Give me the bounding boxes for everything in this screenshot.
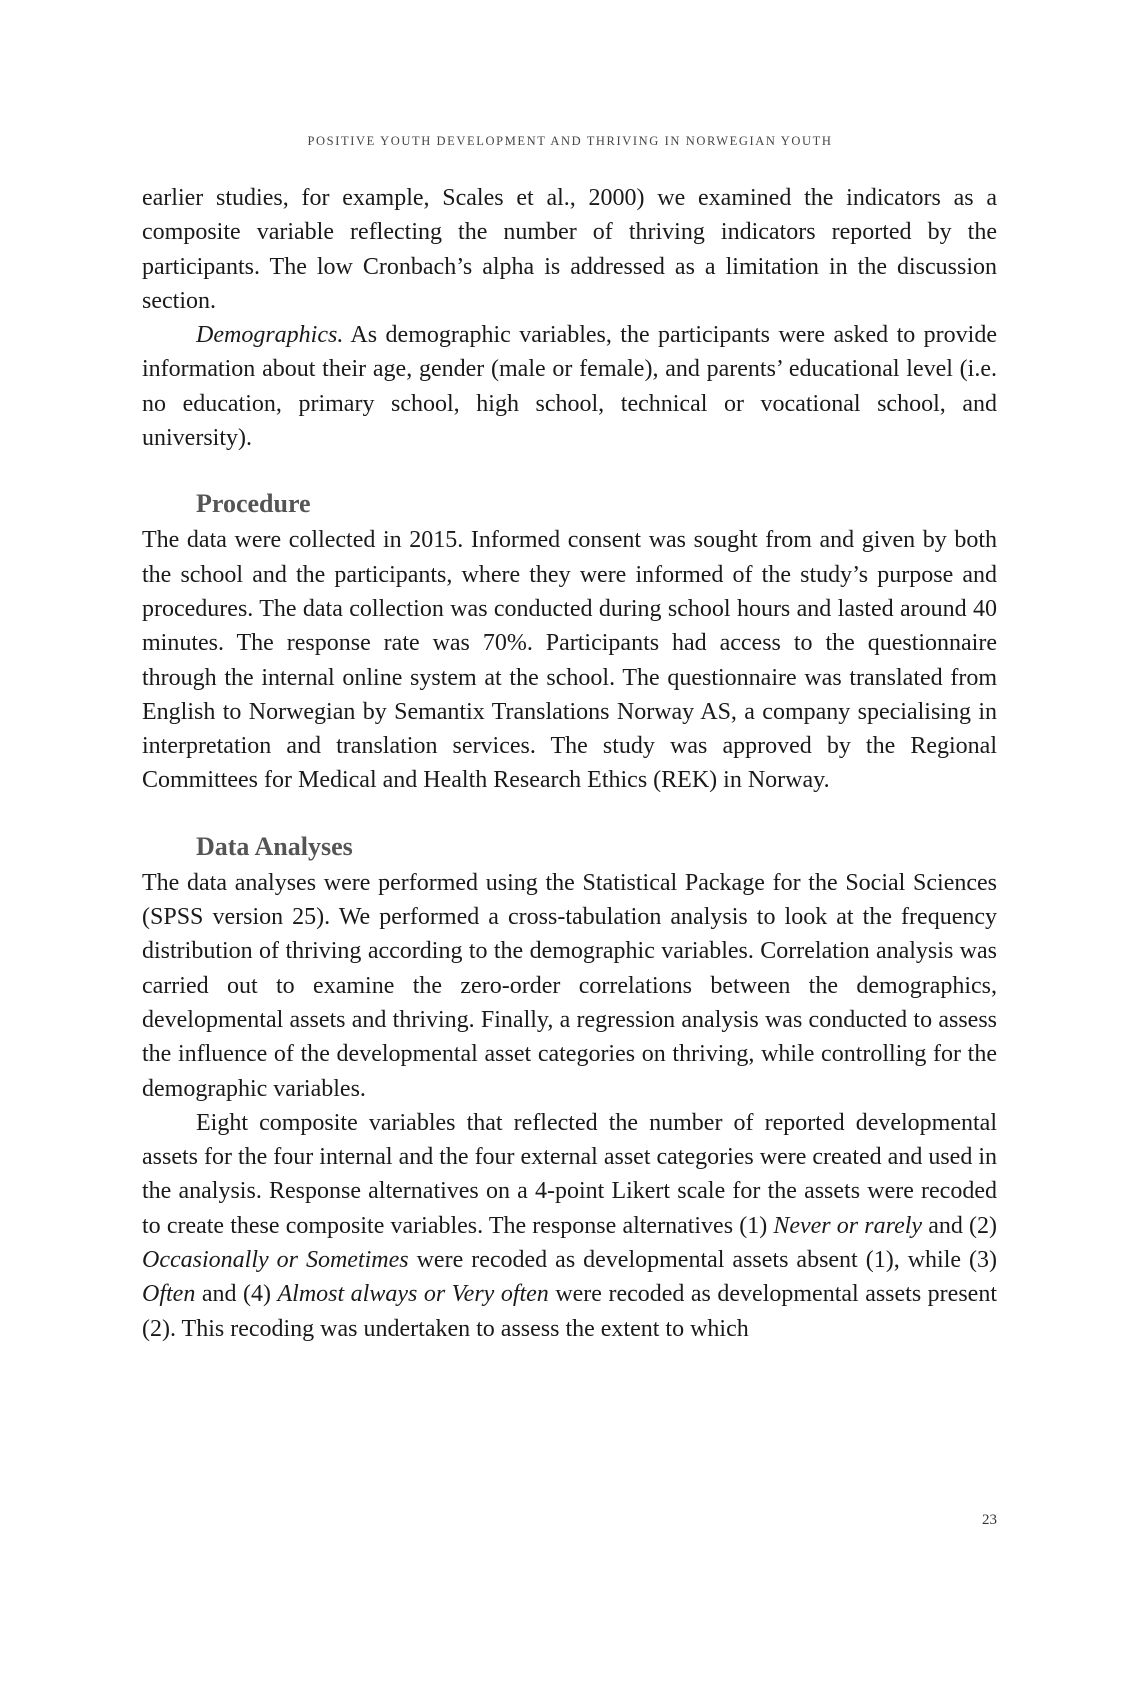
- text-run: Eight composite variables that reflected the number of reported developmental assets for the four internal and the four external asset categories were created and used in the analysis. Response alternatives on a 4-point Likert scale for the assets were recoded to create these composite variables. The response alternatives (1): [142, 1109, 997, 1239]
- paragraph-composite-variables: [142, 1106, 997, 1346]
- italic-run: Almost always or Very often: [277, 1281, 549, 1308]
- paragraph-demographics: [142, 318, 997, 455]
- section-heading-data-analyses: Data Analyses: [196, 831, 353, 861]
- italic-run: Often: [142, 1281, 196, 1308]
- text-run: and (4): [195, 1281, 278, 1308]
- paragraph-text: As demographic variables, the participants were asked to provide information about their age, gender (male or female), and parents’ educational level (i.e. no education, primary school, high school, technical or vocational school, and university).: [142, 322, 997, 452]
- page-number: 23: [982, 1512, 997, 1528]
- run-in-heading: Demographics.: [196, 322, 344, 349]
- text-run: were recoded as developmental assets absent (1), while (3): [408, 1247, 997, 1274]
- text-run: were recoded as developmental assets present (2). This recoding was undertaken to assess the extent to which: [142, 1281, 997, 1342]
- running-head: POSITIVE YOUTH DEVELOPMENT AND THRIVING IN NORWEGIAN YOUTH: [307, 134, 833, 148]
- italic-run: Never or rarely: [773, 1212, 923, 1239]
- italic-run: Occasionally or Sometimes: [142, 1247, 409, 1274]
- body-text: [142, 181, 997, 1346]
- paragraph: earlier studies, for example, Scales et al., 2000) we examined the indicators as a composite variable reflecting the number of thriving indicators reported by the participants. The low Cronbach’s alpha is addressed as a limitation in the discussion section.: [142, 185, 997, 314]
- paragraph: The data were collected in 2015. Informed consent was sought from and given by both the school and the participants, where they were informed of the study’s purpose and procedures. The data collection was conducted during school hours and lasted around 40 minutes. The response rate was 70%. Participants had access to the questionnaire through the internal online system at the school. The questionnaire was translated from English to Norwegian by Semantix Translations Norway AS, a company specialising in interpretation and translation services. The study was approved by the Regional Committees for Medical and Health Research Ethics (REK) in Norway.: [142, 527, 997, 794]
- paragraph: The data analyses were performed using the Statistical Package for the Social Sciences (SPSS version 25). We performed a cross-tabulation analysis to look at the frequency distribution of thriving according to the demographic variables. Correlation analysis was carried out to examine the zero-order correlations between the demographics, developmental assets and thriving. Finally, a regression analysis was conducted to assess the influence of the developmental asset categories on thriving, while controlling for the demographic variables.: [142, 869, 997, 1102]
- text-run: and (2): [922, 1212, 998, 1239]
- section-heading-procedure: Procedure: [196, 489, 311, 519]
